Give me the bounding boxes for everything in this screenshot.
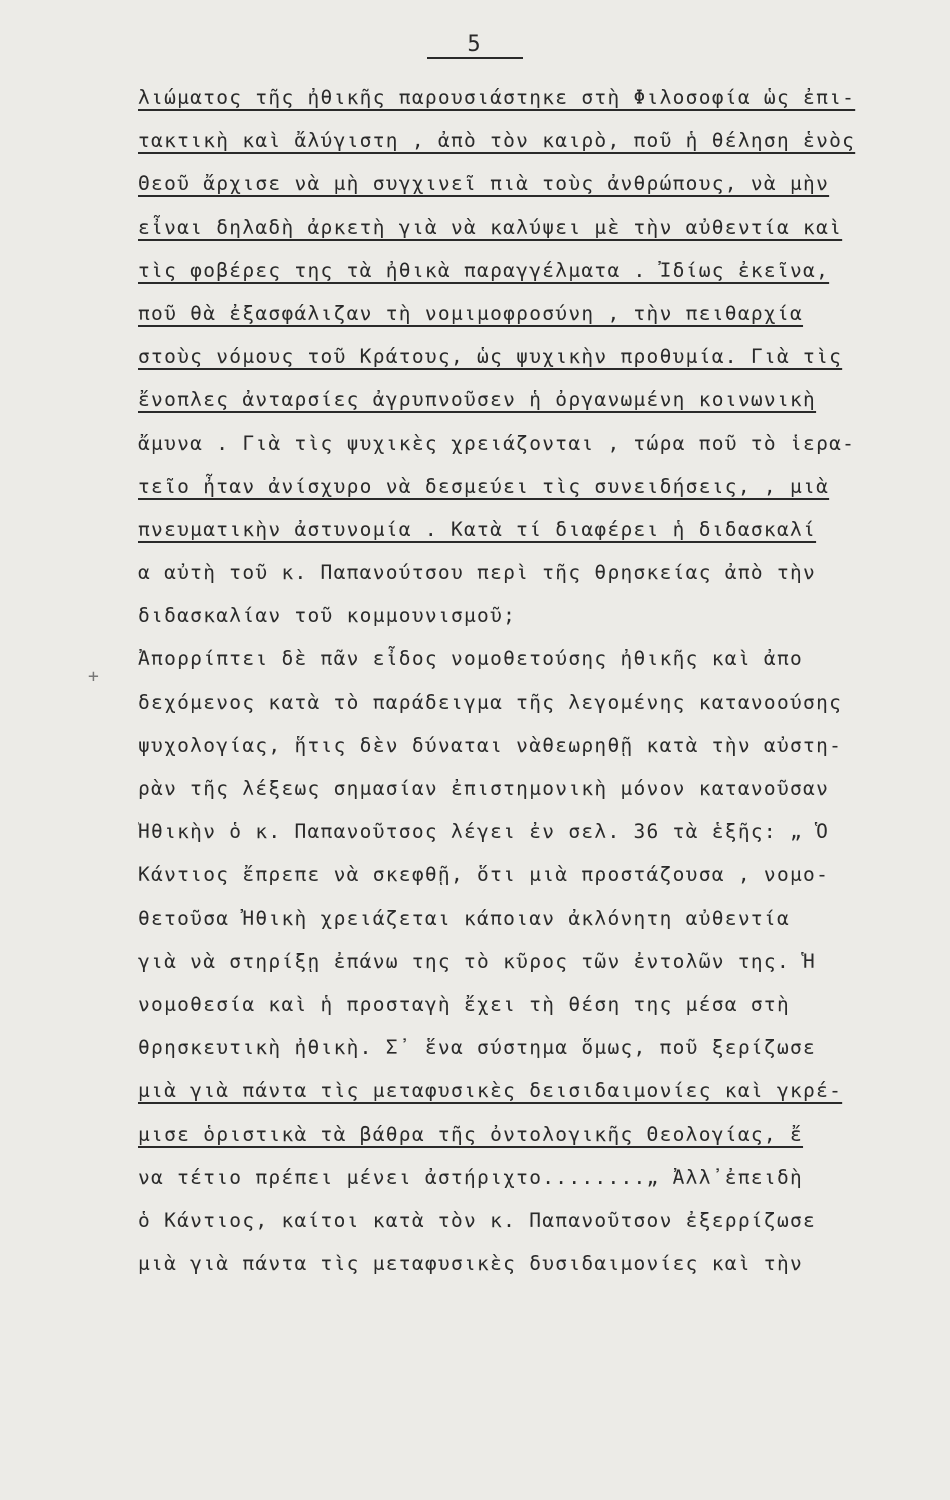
text-line: Θεοῦ ἄρχισε νὰ μὴ συγχινεῖ πιὰ τοὺς ἀνθρώπους, νὰ μὴν xyxy=(138,172,830,196)
text-line: διδασκαλίαν τοῦ κομμουνισμοῦ; xyxy=(138,604,517,628)
margin-mark: + xyxy=(88,666,99,687)
text-line: τακτικὴ καὶ ἄλύγιστη , ἀπὸ τὸν καιρὸ, ποῦ ἡ θέληση ἑνὸς xyxy=(138,129,856,153)
text-line: γιὰ νὰ στηρίξῃ ἐπάνω της τὸ κῦρος τῶν ἐντολῶν της. Ἡ xyxy=(138,949,817,973)
text-line: ρὰν τῆς λέξεως σημασίαν ἐπιστημονικὴ μόνον κατανοῦσαν xyxy=(138,777,830,800)
text-line: ποῦ θὰ ἐξασφάλιζαν τὴ νομιμοφροσύνη , τὴν πειθαρχία xyxy=(138,301,804,325)
text-line: α αὐτὴ τοῦ κ. Παπανούτσου περὶ τῆς θρησκείας ἀπὸ τὴν xyxy=(138,561,817,585)
text-line: τεῖο ἦταν ἀνίσχυρο νὰ δεσμεύει τὶς συνειδήσεις, , μιὰ xyxy=(138,474,830,498)
text-line: Κάντιος ἔπρεπε νὰ σκεφθῇ, ὅτι μιὰ προστάζουσα , νομο- xyxy=(138,863,830,887)
text-line: μιὰ γιὰ πάντα τὶς μεταφυσικὲς δεισιδαιμονίες καὶ γκρέ- xyxy=(138,1079,843,1103)
typed-text-body xyxy=(138,80,928,1289)
text-line: μιὰ γιὰ πάντα τὶς μεταφυσικὲς δυσιδαιμονίες καὶ τὴν xyxy=(138,1252,804,1276)
text-line: ἄμυνα . Γιὰ τὶς ψυχικὲς χρειάζονται , τώρα ποῦ τὸ ἱερα- xyxy=(138,431,856,455)
text-line: νομοθεσία καὶ ἡ προσταγὴ ἔχει τὴ θέση της μέσα στὴ xyxy=(138,992,790,1016)
text-line: ὁ Κάντιος, καίτοι κατὰ τὸν κ. Παπανοῦτσον ἐξερρίζωσε xyxy=(138,1208,817,1232)
page-number: 5 xyxy=(0,32,950,57)
text-line: ψυχολογίας, ἥτις δὲν δύναται νὰθεωρηθῇ κατὰ τὴν αὐστη- xyxy=(138,733,843,757)
text-line: πνευματικὴν ἀστυνομία . Κατὰ τί διαφέρει ἡ διδασκαλί xyxy=(138,517,817,541)
text-line: εἶναι δηλαδὴ ἀρκετὴ γιὰ νὰ καλύψει μὲ τὴν αὐθεντία καὶ xyxy=(138,215,843,239)
text-line: θρησκευτικὴ ἠθικὴ. Σ᾿ ἕνα σύστημα ὅμως, ποῦ ξερίζωσε xyxy=(138,1036,817,1060)
text-line: Ἀπορρίπτει δὲ πᾶν εἶδος νομοθετούσης ἠθικῆς καὶ ἀπο xyxy=(138,647,804,671)
text-line: λιώματος τῆς ἠθικῆς παρουσιάστηκε στὴ Φιλοσοφία ὡς ἐπι- xyxy=(138,86,856,109)
text-line: δεχόμενος κατὰ τὸ παράδειγμα τῆς λεγομένης κατανοούσης xyxy=(138,690,843,714)
text-line: θετοῦσα Ἠθικὴ χρειάζεται κάποιαν ἀκλόνητη αὐθεντία xyxy=(138,906,790,930)
text-line: Ἠθικὴν ὁ κ. Παπανοῦτσος λέγει ἐν σελ. 36 τὰ ἑξῆς: „ Ὁ xyxy=(138,820,830,844)
text-line: στοὺς νόμους τοῦ Κράτους, ὡς ψυχικὴν προθυμία. Γιὰ τὶς xyxy=(138,345,843,369)
text-line: ἔνοπλες ἀνταρσίες ἀγρυπνοῦσεν ἡ ὀργανωμένη κοινωνικὴ xyxy=(138,388,817,412)
text-line: μισε ὁριστικὰ τὰ βάθρα τῆς ὀντολογικῆς Θεολογίας, ἔ xyxy=(138,1122,804,1146)
text-line: τὶς φοβέρες της τὰ ἠθικὰ παραγγέλματα . Ἰδίως ἐκεῖνα, xyxy=(138,258,830,282)
text-line: να τέτιο πρέπει μένει ἀστήριχτο........„ Ἀλλ᾿ἐπειδὴ xyxy=(138,1165,804,1189)
